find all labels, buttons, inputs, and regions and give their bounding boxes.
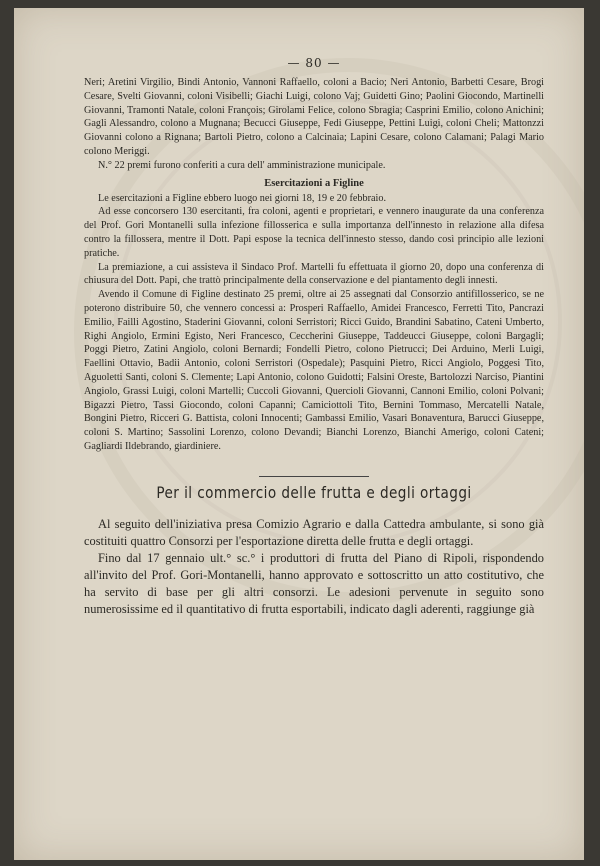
paragraph-figline-participants: Ad esse concorsero 130 esercitanti, fra coloni, agenti e proprietari, e vennero inaugurate da una conferenza del Prof. Gori Montanelli sulla infezione fillosserica e sulla importanza dell'innesto in relazione alla difesa contro la fillossera, mentre il Dott. Papi espose la tecnica dell'innesto stesso, dando così principio alle lezioni pratiche. [84,206,544,259]
paragraph-figline-awards: La premiazione, a cui assisteva il Sindaco Prof. Martelli fu effettuata il giorno 20, dopo una conferenza di chiusura del Dott. Papi, che trattò principalmente della conservazione e del piantamento degli innesti. [84,261,544,287]
document-page [14,8,584,860]
paragraph-figline-dates: Le esercitazioni a Figline ebbero luogo nei giorni 18, 19 e 20 febbraio. [98,192,386,204]
page-content [84,48,544,618]
paragraph-names-continued: Neri; Aretini Virgilio, Bindi Antonio, Vannoni Raffaello, coloni a Bacio; Neri Antonio, Barbetti Cesare, Brogi Cesare, Svelti Giovanni, coloni Visibelli; Giachi Luigi, colono Vaj; Guidetti Gino; Paolini Giocondo, Martinelli Giovanni, Tramonti Natale, coloni François; Girolami Felice, colono Sbragia; Casprini Emilio, colono Anichini; Gagli Alessandro, colono a Mugnana; Becucci Giuseppe, Fedi Giuseppe, Pettini Luigi, coloni Cheli; Mattonzzi Giovanni colono a Rignana; Bartoli Pietro, colono a Calcinaia; Lapini Cesare, colono Calamani; Palagi Mario colono Meriggi. [84,77,544,157]
section-title: Per il commercio delle frutta e degli ortaggi [156,482,472,502]
paragraph-consortia-intro: Al seguito dell'iniziativa presa Comizio Agrario e dalla Cattedra ambulante, si sono già costituiti quattro Consorzi per l'esportazione diretta delle frutta e degli ortaggi. [84,516,544,548]
subsection-title: Esercitazioni a Figline [264,177,364,189]
paragraph-consortia-details: Fino dal 17 gennaio ult.° sc.° i produttori di frutta del Piano di Ripoli, rispondendo all'invito del Prof. Gori-Montanelli, hanno approvato e sottoscritto un atto costitutivo, che ha servito di base per gli altri consorzi. Le adesioni pervenute in seguito sono numerosissime ed il quantitativo di frutta esportabili, indicato dagli aderenti, raggiunge già [84,550,544,616]
page-number: — 80 — [287,56,341,70]
section-divider [259,476,369,477]
paragraph-municipal-prizes: N.° 22 premi furono conferiti a cura dell' amministrazione municipale. [98,159,386,171]
paragraph-figline-prize-list: Avendo il Comune di Figline destinato 25 premi, oltre ai 25 assegnati dal Consorzio antifillosserico, se ne poterono distribuire 50, che vennero concessi a: Prosperi Raffaello, Amidei Francesco, Ferretti Tito, Pancrazi Emilio, Failli Agostino, Staderini Giovanni, coloni Serristori; Ricci Guido, Brandini Sabatino, Cateni Umberto, Righi Angiolo, Ermini Egisto, Neri Francesco, Ceccherini Giuseppe, Taddeucci Giuseppe, coloni Bargagli; Poggi Pietro, Zatini Angiolo, coloni Bernardi; Fondelli Pietro, colono Pietrucci; Dei Arduino, Merli Luigi, Faellini Ottavio, Badii Antonio, coloni Serristori (Ospedale); Pasquini Pietro, Ricci Angiolo, Poggesi Tito, Aguoletti Santi, coloni S. Clemente; Lapi Antonio, colono Guidotti; Falsini Oreste, Bartolozzi Narciso, Piantini Angiolo, Grassi Luigi, coloni Martelli; Cuccoli Giovanni, Quercioli Giovanni, Cannoni Emilio, coloni Polvani; Bigazzi Pietro, Tassi Giocondo, coloni Capanni; Camiciottoli Tito, Bernini Tommaso, Mercatelli Natale, Bongini Pietro, Ricceri G. Battista, coloni Innocenti; Gambassi Emilio, Vasari Bonaventura, Barucci Giuseppe, coloni S. Martino; Sassolini Lorenzo, colono Devandi; Bianchi Lorenzo, Bianchi Amerigo, coloni Cateni; Gagliardi Ildebrando, giardiniere. [84,289,544,452]
section-body [84,516,544,618]
